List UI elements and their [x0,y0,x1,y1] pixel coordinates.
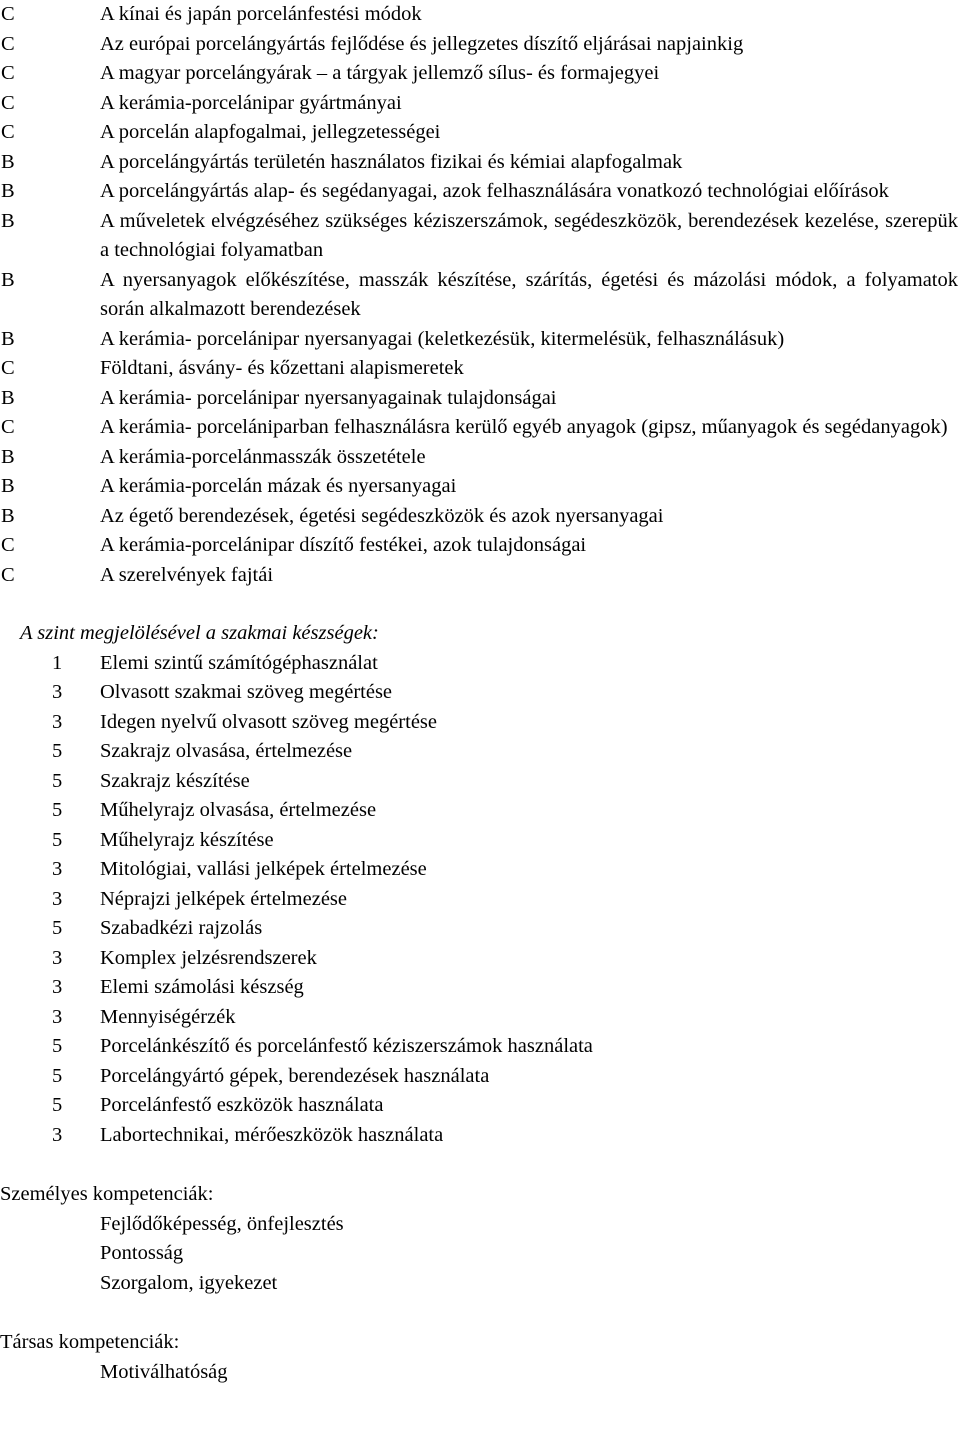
level-code: 3 [52,1123,63,1146]
level-code: C [1,563,15,586]
list-item [0,0,960,30]
spacer [0,1298,960,1328]
list-item [0,737,960,767]
list-item: Fejlődőképesség, önfejlesztés [100,1212,344,1235]
item-text: Műhelyrajz készítése [100,828,274,851]
item-text: Idegen nyelvű olvasott szöveg megértése [100,710,437,733]
personal-competencies-list [0,1210,960,1299]
level-code: 3 [52,946,63,969]
list-item [0,502,960,532]
item-text: Szabadkézi rajzolás [100,917,263,939]
item-text: Elemi szintű számítógéphasználat [100,651,378,674]
item-text: A kínai és japán porcelánfestési módok [100,3,422,25]
item-text: Az égető berendezések, égetési segédeszközök és azok nyersanyagai [100,504,664,527]
spacer [0,590,960,619]
level-code: 5 [52,799,63,821]
level-code: C [1,62,15,84]
item-text: Olvasott szakmai szöveg megértése [100,681,393,703]
list-item [0,177,960,207]
item-text: Porcelánkészítő és porcelánfestő kéziszerszámok használata [100,1035,593,1057]
item-text: A kerámia-porcelán mázak és nyersanyagai [100,475,457,497]
list-item [0,59,960,89]
list-item [0,1121,960,1151]
list-item [0,1032,960,1062]
item-text: A magyar porcelángyárak – a tárgyak jellemző sílus- és formajegyei [100,62,660,84]
level-code: 5 [52,1094,63,1116]
spacer [0,1150,960,1180]
level-code: 3 [52,1005,63,1028]
list-item [0,89,960,119]
list-item [0,30,960,60]
item-text: A kerámia-porcelánmasszák összetétele [100,445,426,468]
level-code: B [1,327,15,350]
level-code: B [1,386,15,409]
skills-heading: A szint megjelölésével a szakmai készségek: [20,622,379,644]
level-code: 5 [52,917,63,939]
item-text: Elemi számolási készség [100,976,304,998]
list-item [0,354,960,384]
item-text: A kerámia- porcelánipar nyersanyagai (keletkezésük, kitermelésük, felhasználásuk) [100,327,785,350]
list-item [0,944,960,974]
list-item [0,885,960,915]
list-item [0,325,960,355]
level-code: 3 [52,976,63,998]
list-item [0,796,960,826]
list-item [0,1091,960,1121]
level-code: B [1,180,15,202]
list-item [0,973,960,1003]
item-text: Mennyiségérzék [100,1005,236,1028]
list-item [0,531,960,561]
social-competencies-list [0,1358,960,1388]
level-code: 3 [52,710,63,733]
item-text: Szakrajz készítése [100,769,250,792]
list-item [0,678,960,708]
item-text: Labortechnikai, mérőeszközök használata [100,1123,444,1146]
list-item [0,855,960,885]
level-code: 3 [52,858,63,880]
level-code: B [1,150,15,173]
item-text: A kerámia- porcelániparban felhasználásra kerülő egyéb anyagok (gipsz, műanyagok és segédanyagok) [100,416,948,438]
list-item [0,443,960,473]
list-item [0,472,960,502]
social-competencies-heading: Társas kompetenciák: [0,1331,180,1353]
level-code: 5 [52,1064,63,1087]
list-item: Szorgalom, igyekezet [100,1271,278,1294]
item-text: Mitológiai, vallási jelképek értelmezése [100,858,427,880]
level-code: B [1,504,15,527]
list-item [0,708,960,738]
skills-list [0,649,960,1151]
level-code: C [1,91,15,114]
item-text: Porcelángyártó gépek, berendezések használata [100,1064,490,1087]
list-item [0,767,960,797]
list-item [0,266,960,325]
list-item [0,384,960,414]
item-text: A szerelvények fajtái [100,563,274,586]
list-item [0,561,960,591]
item-text: Néprajzi jelképek értelmezése [100,887,347,910]
level-code: B [1,268,15,291]
list-item [0,1003,960,1033]
level-code: 3 [52,681,63,703]
item-text: A porcelángyártás alap- és segédanyagai, azok felhasználására vonatkozó technológiai előírások [100,180,889,202]
list-item [0,826,960,856]
list-item: Motiválhatóság [100,1360,228,1383]
item-text: Az európai porcelángyártás fejlődése és jellegzetes díszítő eljárásai napjainkig [100,32,744,55]
level-code: B [1,475,15,497]
list-item [0,1062,960,1092]
level-code: C [1,121,15,143]
item-text: A porcelángyártás területén használatos fizikai és kémiai alapfogalmak [100,150,683,173]
list-item [0,413,960,443]
knowledge-list [0,0,960,590]
item-text: A nyersanyagok előkészítése, masszák készítése, szárítás, égetési és mázolási módok, a folyamatok során alkalmazott berendezések [100,268,958,320]
list-item [0,118,960,148]
level-code: 3 [52,887,63,910]
level-code: B [1,209,15,232]
level-code: 5 [52,1035,63,1057]
level-code: 5 [52,769,63,792]
item-text: A kerámia-porcelánipar gyártmányai [100,91,402,114]
item-text: A kerámia-porcelánipar díszítő festékei, azok tulajdonságai [100,534,587,556]
level-code: 5 [52,828,63,851]
item-text: Szakrajz olvasása, értelmezése [100,740,353,762]
personal-competencies-heading: Személyes kompetenciák: [0,1183,214,1205]
level-code: C [1,357,15,379]
level-code: B [1,445,15,468]
item-text: A porcelán alapfogalmai, jellegzetességei [100,121,441,143]
level-code: C [1,534,15,556]
item-text: Földtani, ásvány- és kőzettani alapismeretek [100,357,464,379]
list-item [0,649,960,679]
item-text: A kerámia- porcelánipar nyersanyagainak tulajdonságai [100,386,557,409]
level-code: C [1,32,15,55]
item-text: Komplex jelzésrendszerek [100,946,317,969]
list-item [0,914,960,944]
list-item [0,148,960,178]
level-code: 1 [52,651,63,674]
list-item: Pontosság [100,1242,184,1264]
item-text: A műveletek elvégzéséhez szükséges kéziszerszámok, segédeszközök, berendezések kezelése, szerepük a technológiai folyamatban [100,209,958,261]
item-text: Porcelánfestő eszközök használata [100,1094,384,1116]
item-text: Műhelyrajz olvasása, értelmezése [100,799,377,821]
list-item [0,207,960,266]
level-code: C [1,416,15,438]
level-code: C [1,3,15,25]
level-code: 5 [52,740,63,762]
